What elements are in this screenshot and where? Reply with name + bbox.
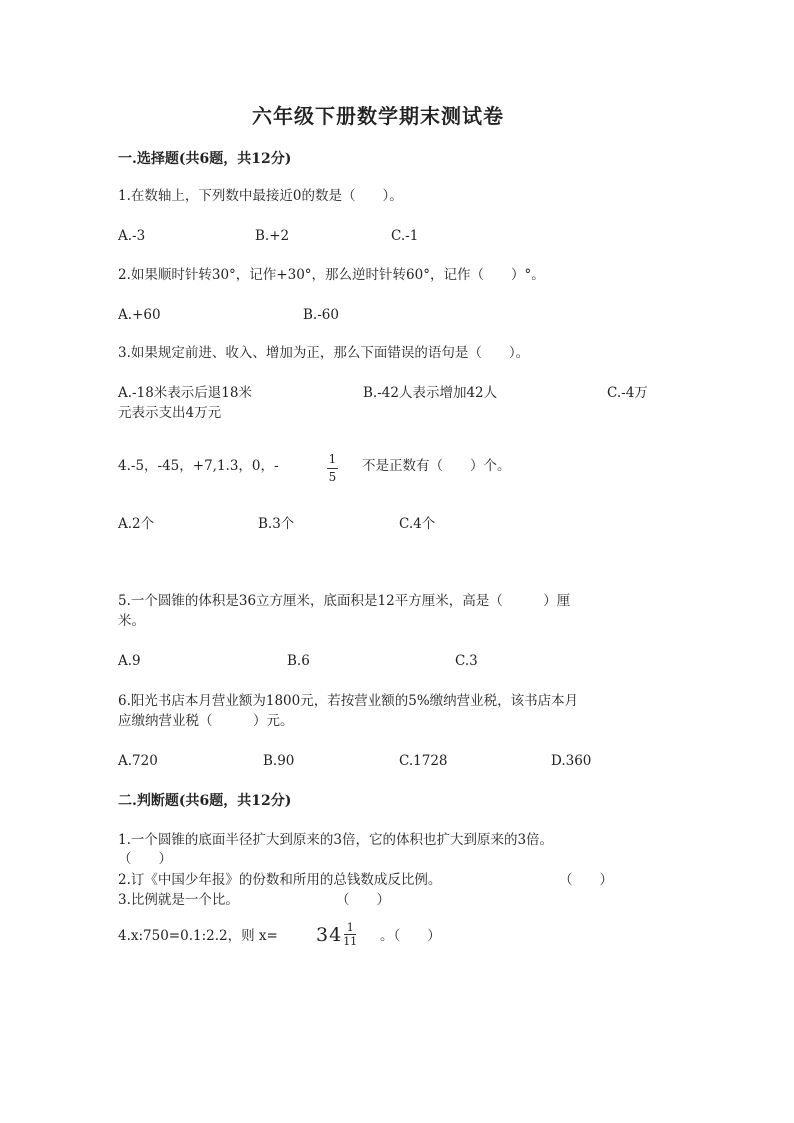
option-b: B.6 bbox=[287, 653, 310, 669]
judgment-stem-tail: 。（ ） bbox=[380, 928, 441, 944]
option-a: A.-3 bbox=[118, 228, 146, 244]
answer-paren: （ ） bbox=[118, 851, 172, 867]
fraction-numerator: 1 bbox=[346, 921, 354, 934]
question-stem-tail: 不是正数有（ ）个。 bbox=[362, 458, 511, 474]
option-b: B.+2 bbox=[255, 228, 290, 244]
question-stem: 6.阳光书店本月营业额为1800元，若按营业额的5%缴纳营业税，该书店本月 bbox=[118, 693, 579, 709]
option-c: C.-1 bbox=[391, 228, 419, 244]
option-c: C.4个 bbox=[399, 516, 436, 532]
option-b: B.3个 bbox=[258, 516, 295, 532]
option-a: A.9 bbox=[118, 653, 141, 669]
question-stem: 2.如果顺时针转30°，记作+30°，那么逆时针转60°，记作（ ）°。 bbox=[118, 267, 545, 283]
judgment-stem: 1.一个圆锥的底面半径扩大到原来的3倍，它的体积也扩大到原来的3倍。 bbox=[118, 832, 554, 848]
fraction bbox=[327, 453, 338, 484]
judgment-stem: 3.比例就是一个比。 bbox=[118, 892, 239, 908]
judgment-stem: 2.订《中国少年报》的份数和所用的总钱数成反比例。 bbox=[118, 872, 442, 888]
mixed-number-fraction bbox=[343, 922, 357, 947]
option-c: C.-4万 bbox=[607, 385, 648, 401]
option-a: A.720 bbox=[118, 753, 158, 769]
mixed-number-whole: 34 bbox=[316, 923, 343, 946]
mixed-number bbox=[316, 922, 357, 947]
question-stem: 3.如果规定前进、收入、增加为正，那么下面错误的语句是（ ）。 bbox=[118, 345, 530, 361]
option-a: A.+60 bbox=[118, 307, 161, 323]
section-heading: 一.选择题(共6题，共12分) bbox=[118, 151, 292, 167]
option-b: B.-60 bbox=[303, 307, 339, 323]
option-c-continued: 元表示支出4万元 bbox=[118, 405, 222, 421]
question-stem-continued: 应缴纳营业税（ ）元。 bbox=[118, 713, 294, 729]
question-stem: 4.-5，-45，+7,1.3，0，- bbox=[118, 458, 279, 474]
fraction-bar bbox=[327, 468, 338, 469]
option-c: C.3 bbox=[455, 653, 478, 669]
question-stem: 1.在数轴上，下列数中最接近0的数是（ ）。 bbox=[118, 188, 403, 204]
option-c: C.1728 bbox=[399, 753, 448, 769]
judgment-stem: 4.x:750=0.1:2.2，则 x= bbox=[118, 928, 278, 944]
question-stem-continued: 米。 bbox=[118, 613, 145, 629]
fraction-denominator: 5 bbox=[328, 470, 337, 484]
option-b: B.90 bbox=[263, 753, 295, 769]
option-a: A.2个 bbox=[118, 516, 155, 532]
option-a: A.-18米表示后退18米 bbox=[118, 385, 252, 401]
option-d: D.360 bbox=[551, 753, 592, 769]
answer-paren: （ ） bbox=[336, 892, 390, 908]
answer-paren: （ ） bbox=[559, 872, 613, 888]
page-title: 六年级下册数学期末测试卷 bbox=[252, 104, 504, 128]
fraction-denominator: 11 bbox=[343, 935, 358, 948]
section-heading: 二.判断题(共6题，共12分) bbox=[118, 793, 292, 809]
question-stem: 5.一个圆锥的体积是36立方厘米，底面积是12平方厘米，高是（ ）厘 bbox=[118, 593, 571, 609]
option-b: B.-42人表示增加42人 bbox=[363, 385, 498, 401]
fraction-numerator: 1 bbox=[328, 452, 337, 466]
